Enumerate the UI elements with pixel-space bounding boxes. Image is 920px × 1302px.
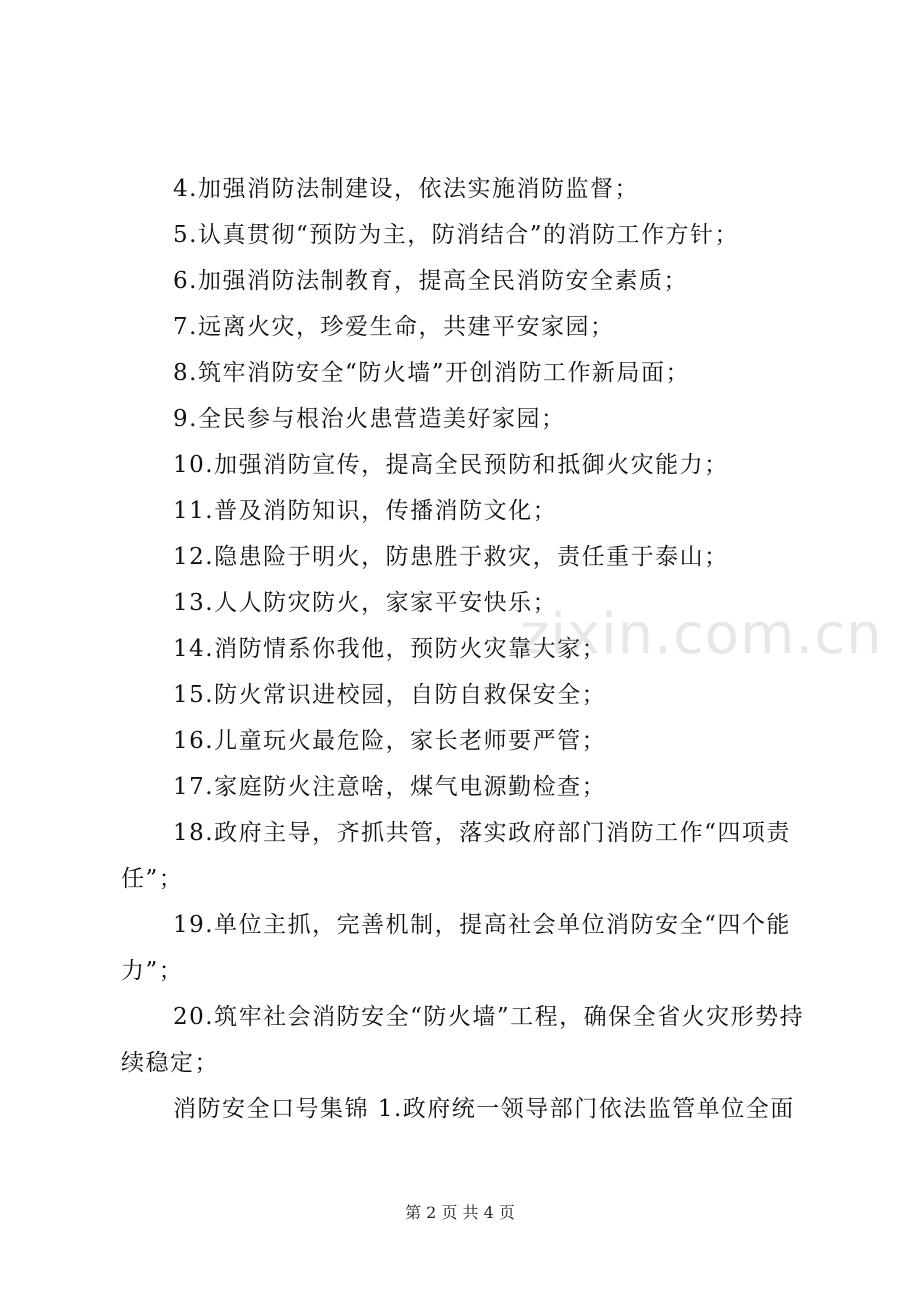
paragraph: 14.消防情系你我他，预防火灾靠大家； [173,636,607,662]
paragraph: 5.认真贯彻“预防为主，防消结合”的消防工作方针； [173,222,739,248]
paragraph: 18.政府主导，齐抓共管，落实政府部门消防工作“四项责任”； [121,820,791,892]
paragraph: 17.家庭防火注意啥，煤气电源勤检查； [173,774,607,800]
paragraph: 12.隐患险于明火，防患胜于救灾，责任重于泰山； [173,544,729,570]
paragraph: 16.儿童玩火最危险，家长老师要严管； [173,728,607,754]
paragraph: 消防安全口号集锦 1.政府统一领导部门依法监管单位全面 [173,1096,795,1122]
paragraph: 10.加强消防宣传，提高全民预防和抵御火灾能力； [173,452,729,478]
paragraph: 13.人人防灾防火，家家平安快乐； [173,590,558,616]
page-footer: 第 2 页 共 4 页 [405,1203,515,1222]
paragraph: 7.远离火灾，珍爱生命，共建平安家园； [173,314,615,340]
paragraph: 20.筑牢社会消防安全“防火墙”工程，确保全省火灾形势持续稳定； [121,1004,805,1076]
paragraph: 9.全民参与根治火患营造美好家园； [173,406,566,432]
paragraph: 8.筑牢消防安全“防火墙”开创消防工作新局面； [173,360,690,386]
paragraph: 6.加强消防法制教育，提高全民消防安全素质； [173,268,688,294]
watermark-text: zixin.com.cn [520,602,883,667]
document-body [121,166,811,1132]
paragraph: 11.普及消防知识，传播消防文化； [173,498,558,524]
paragraph: 4.加强消防法制建设，依法实施消防监督； [173,176,639,202]
paragraph: 19.单位主抓，完善机制，提高社会单位消防安全“四个能力”； [121,912,791,984]
paragraph: 15.防火常识进校园，自防自救保安全； [173,682,607,708]
